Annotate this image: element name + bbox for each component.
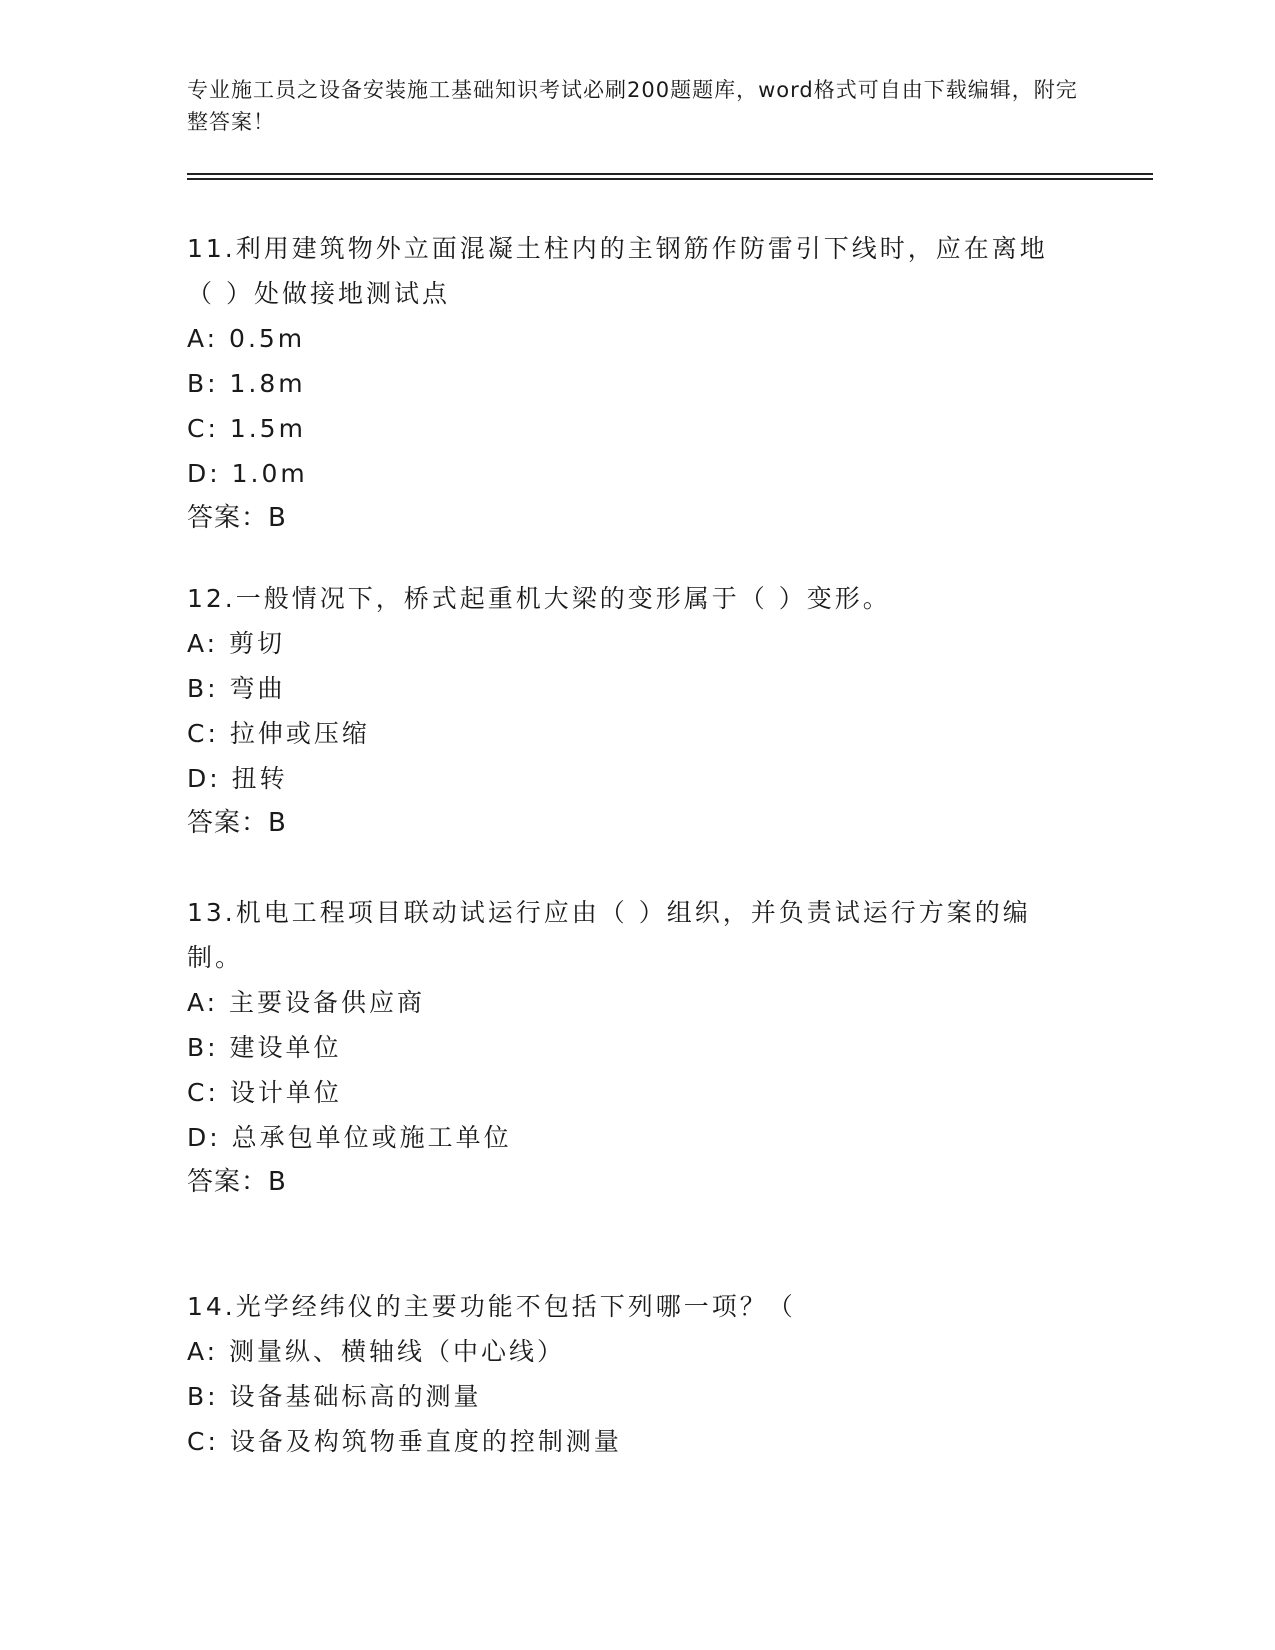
question-12 [187,576,1087,846]
header-divider-bottom [187,178,1153,180]
question-stem [187,576,1067,621]
option-d: D: 总承包单位或施工单位 [187,1123,512,1152]
option-b: B: 弯曲 [187,674,286,703]
header-divider-top [187,173,1153,175]
question-text: 一般情况下，桥式起重机大梁的变形属于（ ）变形。 [235,584,891,613]
question-number: 14. [187,1292,236,1321]
question-stem [187,1284,1067,1329]
question-13 [187,890,1087,1205]
question-number: 12. [187,584,236,613]
question-number: 13. [187,898,236,927]
header-intro-text: 专业施工员之设备安装施工基础知识考试必刷200题题库，word格式可自由下载编辑，附完整答案！ [187,78,1078,134]
answer: 答案：B [187,503,287,533]
question-stem [187,890,1067,980]
question-11 [187,226,1087,541]
option-d: D: 1.0m [187,459,308,488]
option-b: B: 建设单位 [187,1033,342,1062]
option-c: C: 1.5m [187,414,306,443]
document-header [187,74,1087,138]
option-d: D: 扭转 [187,764,288,793]
answer: 答案：B [187,808,287,838]
question-text: 光学经纬仪的主要功能不包括下列哪一项？（ [235,1292,796,1321]
option-a: A: 主要设备供应商 [187,988,426,1017]
option-a: A: 0.5m [187,324,306,353]
option-a: A: 剪切 [187,629,286,658]
option-b: B: 1.8m [187,369,306,398]
option-b: B: 设备基础标高的测量 [187,1382,482,1411]
question-text: 利用建筑物外立面混凝土柱内的主钢筋作防雷引下线时，应在离地（ ）处做接地测试点 [187,234,1048,308]
question-text: 机电工程项目联动试运行应由（ ）组织，并负责试运行方案的编制。 [187,898,1031,972]
option-c: C: 拉伸或压缩 [187,719,370,748]
question-stem [187,226,1067,316]
option-a: A: 测量纵、横轴线（中心线） [187,1337,566,1366]
option-c: C: 设计单位 [187,1078,342,1107]
option-c: C: 设备及构筑物垂直度的控制测量 [187,1427,622,1456]
question-number: 11. [187,234,236,263]
answer: 答案：B [187,1167,287,1197]
question-14 [187,1284,1087,1464]
